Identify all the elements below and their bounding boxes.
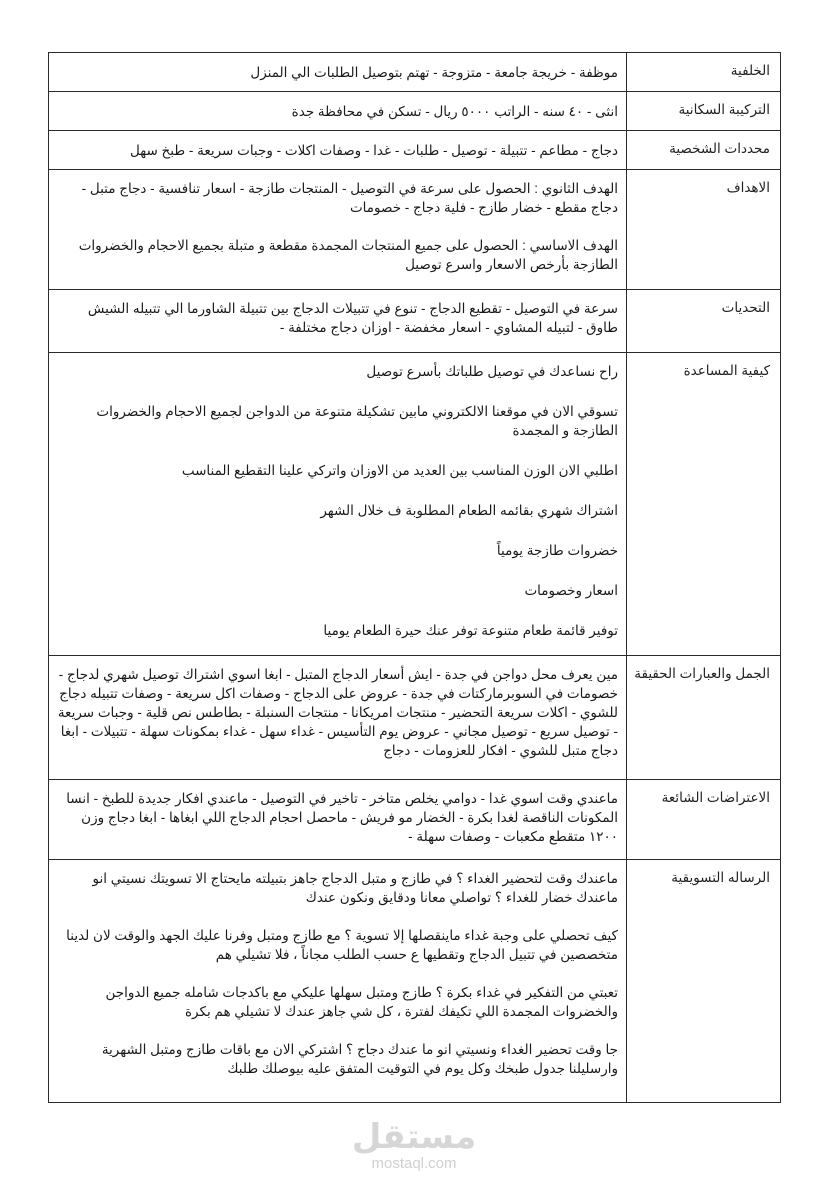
row-label: التحديات (627, 290, 781, 353)
row-identifiers (49, 131, 781, 170)
paragraph: دجاج - مطاعم - تتبيلة - توصيل - طلبات - غدا - وصفات اكلات - وجبات سريعة - طبخ سهل (130, 143, 618, 158)
row-common-objections (49, 780, 781, 860)
row-goals (49, 170, 781, 290)
row-value (49, 780, 627, 860)
paragraph: اسعار وخصومات (524, 583, 618, 598)
paragraph: ماعندي وقت اسوي غدا - دوامي يخلص متاخر - تاخير في التوصيل - ماعندي افكار جديدة للطبخ - انسا المكونات الناقصة لغدا بكرة - الخضار مو فريش - ماحصل احجام الدجاج اللي ابغاها - ابغا دجاج وزن ١٢٠٠ متقطع مكعبات - وصفات سهلة - (66, 791, 618, 844)
paragraph-primary-goal: الهدف الاساسي : الحصول على جميع المنتجات المجمدة مقطعة و متبلة بجميع الاحجام والخضروات الطازجة بأرخص الاسعار واسرع توصيل (78, 238, 618, 272)
row-value (49, 290, 627, 353)
row-label: الرساله التسويقية (627, 860, 781, 1103)
paragraph: كيف تحصلي على وجبة غداء ماينقصلها إلا تسوية ؟ مع طازج ومتبل وفرنا عليك الجهد والوقت لان لدينا متخصصين في تتبيل الدجاج وتقطيها ع حسب الطلب مجاناً ، فلا تشيلي هم (66, 928, 618, 962)
row-value (49, 53, 627, 92)
mostaql-url: mostaql.com (371, 1155, 457, 1172)
paragraph: خضروات طازجة يومياً (496, 543, 618, 558)
paragraph-secondary-goal: الهدف الثانوي : الحصول على سرعة في التوصيل - المنتجات طازجة - اسعار تنافسية - دجاج متبل - دجاج مقطع - خضار طازج - فلية دجاج - خصومات (81, 181, 618, 215)
paragraph: اشتراك شهري بقائمه الطعام المطلوبة ف خلال الشهر (320, 503, 618, 518)
row-value (49, 92, 627, 131)
paragraph: مين يعرف محل دواجن في جدة - ايش أسعار الدجاج المتبل - ابغا اسوي اشتراك توصيل شهري لدجاج - خصومات في السوبرماركتات في جدة - عروض على الدجاج - وصفات اكل سريعة - وصفات تتبيله دجاج للشوي - اكلات سريعة التحضير - منتجات امريكانا - منتجات السنبلة - بطاطس نص قلية - وجبات سريعة - توصيل سريع - توصيل مجاني - عروض يوم التأسيس - غداء سهل - غداء بمكونات سهلة - تتبيلات - ابغا دجاج متبل للشوي - افكار للعزومات - دجاج (57, 667, 618, 758)
mostaql-watermark (0, 1118, 828, 1172)
paragraph: اطلبي الان الوزن المناسب بين العديد من الاوزان واتركي علينا التقطيع المناسب (181, 463, 618, 478)
row-value (49, 170, 627, 290)
paragraph: انثى - ٤٠ سنه - الراتب ٥٠٠٠ ريال - تسكن في محافظة جدة (291, 104, 618, 119)
row-real-phrases (49, 656, 781, 780)
row-label: محددات الشخصية (627, 131, 781, 170)
paragraph: راح نساعدك في توصيل طلباتك بأسرع توصيل (366, 364, 618, 379)
paragraph: توفير قائمة طعام متنوعة توفر عنك حيرة الطعام يوميا (323, 623, 618, 638)
row-marketing-message (49, 860, 781, 1103)
paragraph: موظفة - خريجة جامعة - متزوجة - تهتم بتوصيل الطلبات الي المنزل (250, 65, 618, 80)
row-label: الاهداف (627, 170, 781, 290)
mostaql-logo: مستقل (351, 1117, 477, 1157)
row-value (49, 131, 627, 170)
row-challenges (49, 290, 781, 353)
row-label: التركيبة السكانية (627, 92, 781, 131)
paragraph: تسوقي الان في موقعنا الالكتروني مابين تشكيلة متنوعة من الدواجن لجميع الاحجام والخضروات الطازجة و المجمدة (96, 404, 618, 438)
paragraph: ماعندك وقت لتحضير الغداء ؟ في طازج و متبل الدجاج جاهز بتبيلته مايحتاج الا تسويتك نسيتي انو ماعندك خضار للغداء ؟ تواصلي معانا ودقايق ونكون عندك (92, 871, 618, 905)
row-value (49, 860, 627, 1103)
row-value (49, 353, 627, 656)
row-how-to-help (49, 353, 781, 656)
paragraph: جا وقت تحضير الغداء ونسيتي انو ما عندك دجاج ؟ اشتركي الان مع باقات طازج ومتبل الشهرية وارسليلنا جدول طبخك وكل يوم في التوقيت المتفق عليه بيوصلك طلبك (101, 1042, 618, 1076)
row-label: كيفية المساعدة (627, 353, 781, 656)
row-label: الجمل والعبارات الحقيقة (627, 656, 781, 780)
row-label: الاعتراضات الشائعة (627, 780, 781, 860)
row-value (49, 656, 627, 780)
row-demographics (49, 92, 781, 131)
paragraph: سرعة في التوصيل - تقطيع الدجاج - تنوع في تتبيلات الدجاج بين تتبيلة الشاورما الي تتبيله الشيش طاوق - لتبيله المشاوي - اسعار مخفضة - اوزان دجاج مختلفة - (87, 301, 618, 335)
row-label: الخلفية (627, 53, 781, 92)
row-background (49, 53, 781, 92)
persona-table (48, 52, 781, 1103)
paragraph: تعبتي من التفكير في غداء بكرة ؟ طازج ومتبل سهلها عليكي مع باكدجات شامله جميع الدواجن والخضروات المجمدة اللي تكيفك لفترة ، كل شي جاهز عندك لا تشيلي هم بكرة (105, 985, 618, 1019)
